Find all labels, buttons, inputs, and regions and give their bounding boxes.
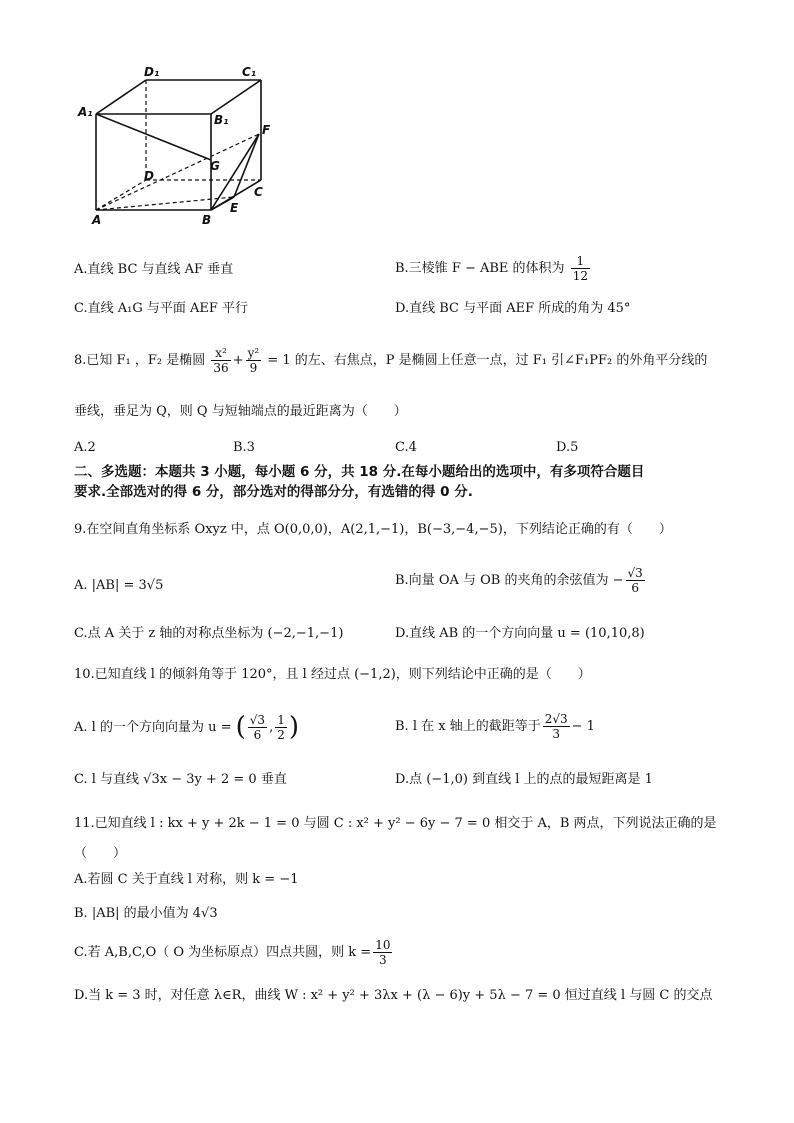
q7-option-d: D.直线 BC 与平面 AEF 所成的角为 45° [395, 301, 631, 316]
section-2-heading: 二、多选题：本题共 3 小题，每小题 6 分，共 18 分.在每小题给出的选项中，有多项符合题目 要求.全部选对的得 6 分，部分选对的得部分分，有选错的得 0 分. [74, 464, 645, 501]
label-F: F [262, 123, 271, 137]
q9-stem: 9.在空间直角坐标系 Oxyz 中，点 O(0,0,0)，A(2,1,−1)，B(−3,−4,−5)，下列结论正确的有（ ） [74, 522, 672, 537]
q7-option-a: A.直线 BC 与直线 AF 垂直 [74, 262, 234, 277]
q8-option-a: A.2 [74, 440, 96, 455]
q8-option-d: D.5 [556, 440, 579, 455]
q11-stem-line2: （ ） [74, 846, 127, 861]
q7-option-b: B.三棱锥 F − ABE 的体积为 $\frac{1}{12}$ [395, 254, 588, 283]
q8-stem-line1: 8.已知 F₁ ，F₂ 是椭圆 $\frac{\text{x²}}{36}$ + $\frac{\text{y²}}{9}$ = 1 的左、右焦点，P 是椭圆上任意一点，过 F₁ 引∠F₁PF₂ 的外角平分线的 [74, 346, 708, 375]
q10-option-a: A. l 的一个方向向量为 u = ( $\frac{√3}{6}$ , $\frac{1}{2}$ ) [74, 712, 299, 743]
q11-stem-line1: 11.已知直线 l : kx + y + 2k − 1 = 0 与圆 C : x² + y² − 6y − 7 = 0 相交于 A，B 两点，下列说法正确的是 [74, 816, 717, 831]
q9-option-a: A. |AB| = 3√5 [74, 578, 164, 593]
q10-option-b: B. l 在 x 轴上的截距等于 $\frac{2√3}{3}$ − 1 [395, 712, 595, 741]
q9-option-c: C.点 A 关于 z 轴的对称点坐标为 (−2,−1,−1) [74, 626, 344, 641]
q8-option-b: B.3 [233, 440, 255, 455]
q10-option-c: C. l 与直线 √3x − 3y + 2 = 0 垂直 [74, 772, 287, 787]
label-E: E [230, 201, 239, 215]
q9-option-d: D.直线 AB 的一个方向向量 u = (10,10,8) [395, 626, 645, 641]
q11-option-b: B. |AB| 的最小值为 4√3 [74, 906, 218, 921]
label-G: G [210, 159, 220, 173]
q10-stem: 10.已知直线 l 的倾斜角等于 120°，且 l 经过点 (−1,2)，则下列结论中正确的是（ ） [74, 667, 591, 682]
q8-option-c: C.4 [395, 440, 417, 455]
label-D: D [144, 169, 154, 183]
q11-option-d: D.当 k = 3 时，对任意 λ∈R，曲线 W : x² + y² + 3λx + (λ − 6)y + 5λ − 7 = 0 恒过直线 l 与圆 C 的交点 [74, 988, 713, 1003]
label-A1: A₁ [78, 105, 93, 119]
label-C: C [254, 185, 263, 199]
label-B1: B₁ [214, 113, 229, 127]
q8-stem-line2: 垂线，垂足为 Q，则 Q 与短轴端点的最近距离为（ ） [74, 404, 407, 419]
label-A: A [92, 213, 102, 227]
cube-figure [74, 64, 274, 234]
label-C1: C₁ [242, 65, 257, 79]
q11-option-c: C.若 A,B,C,O（ O 为坐标原点）四点共圆，则 k = $\frac{10}{3}$ [74, 938, 391, 967]
q11-option-a: A.若圆 C 关于直线 l 对称，则 k = −1 [74, 872, 299, 887]
label-B: B [202, 213, 212, 227]
q10-option-d: D.点 (−1,0) 到直线 l 上的点的最短距离是 1 [395, 772, 653, 787]
q7-option-c: C.直线 A₁G 与平面 AEF 平行 [74, 301, 249, 316]
label-D1: D₁ [144, 65, 160, 79]
q9-option-b: B.向量 OA 与 OB 的夹角的余弦值为 − $\frac{√3}{6}$ [395, 566, 643, 595]
